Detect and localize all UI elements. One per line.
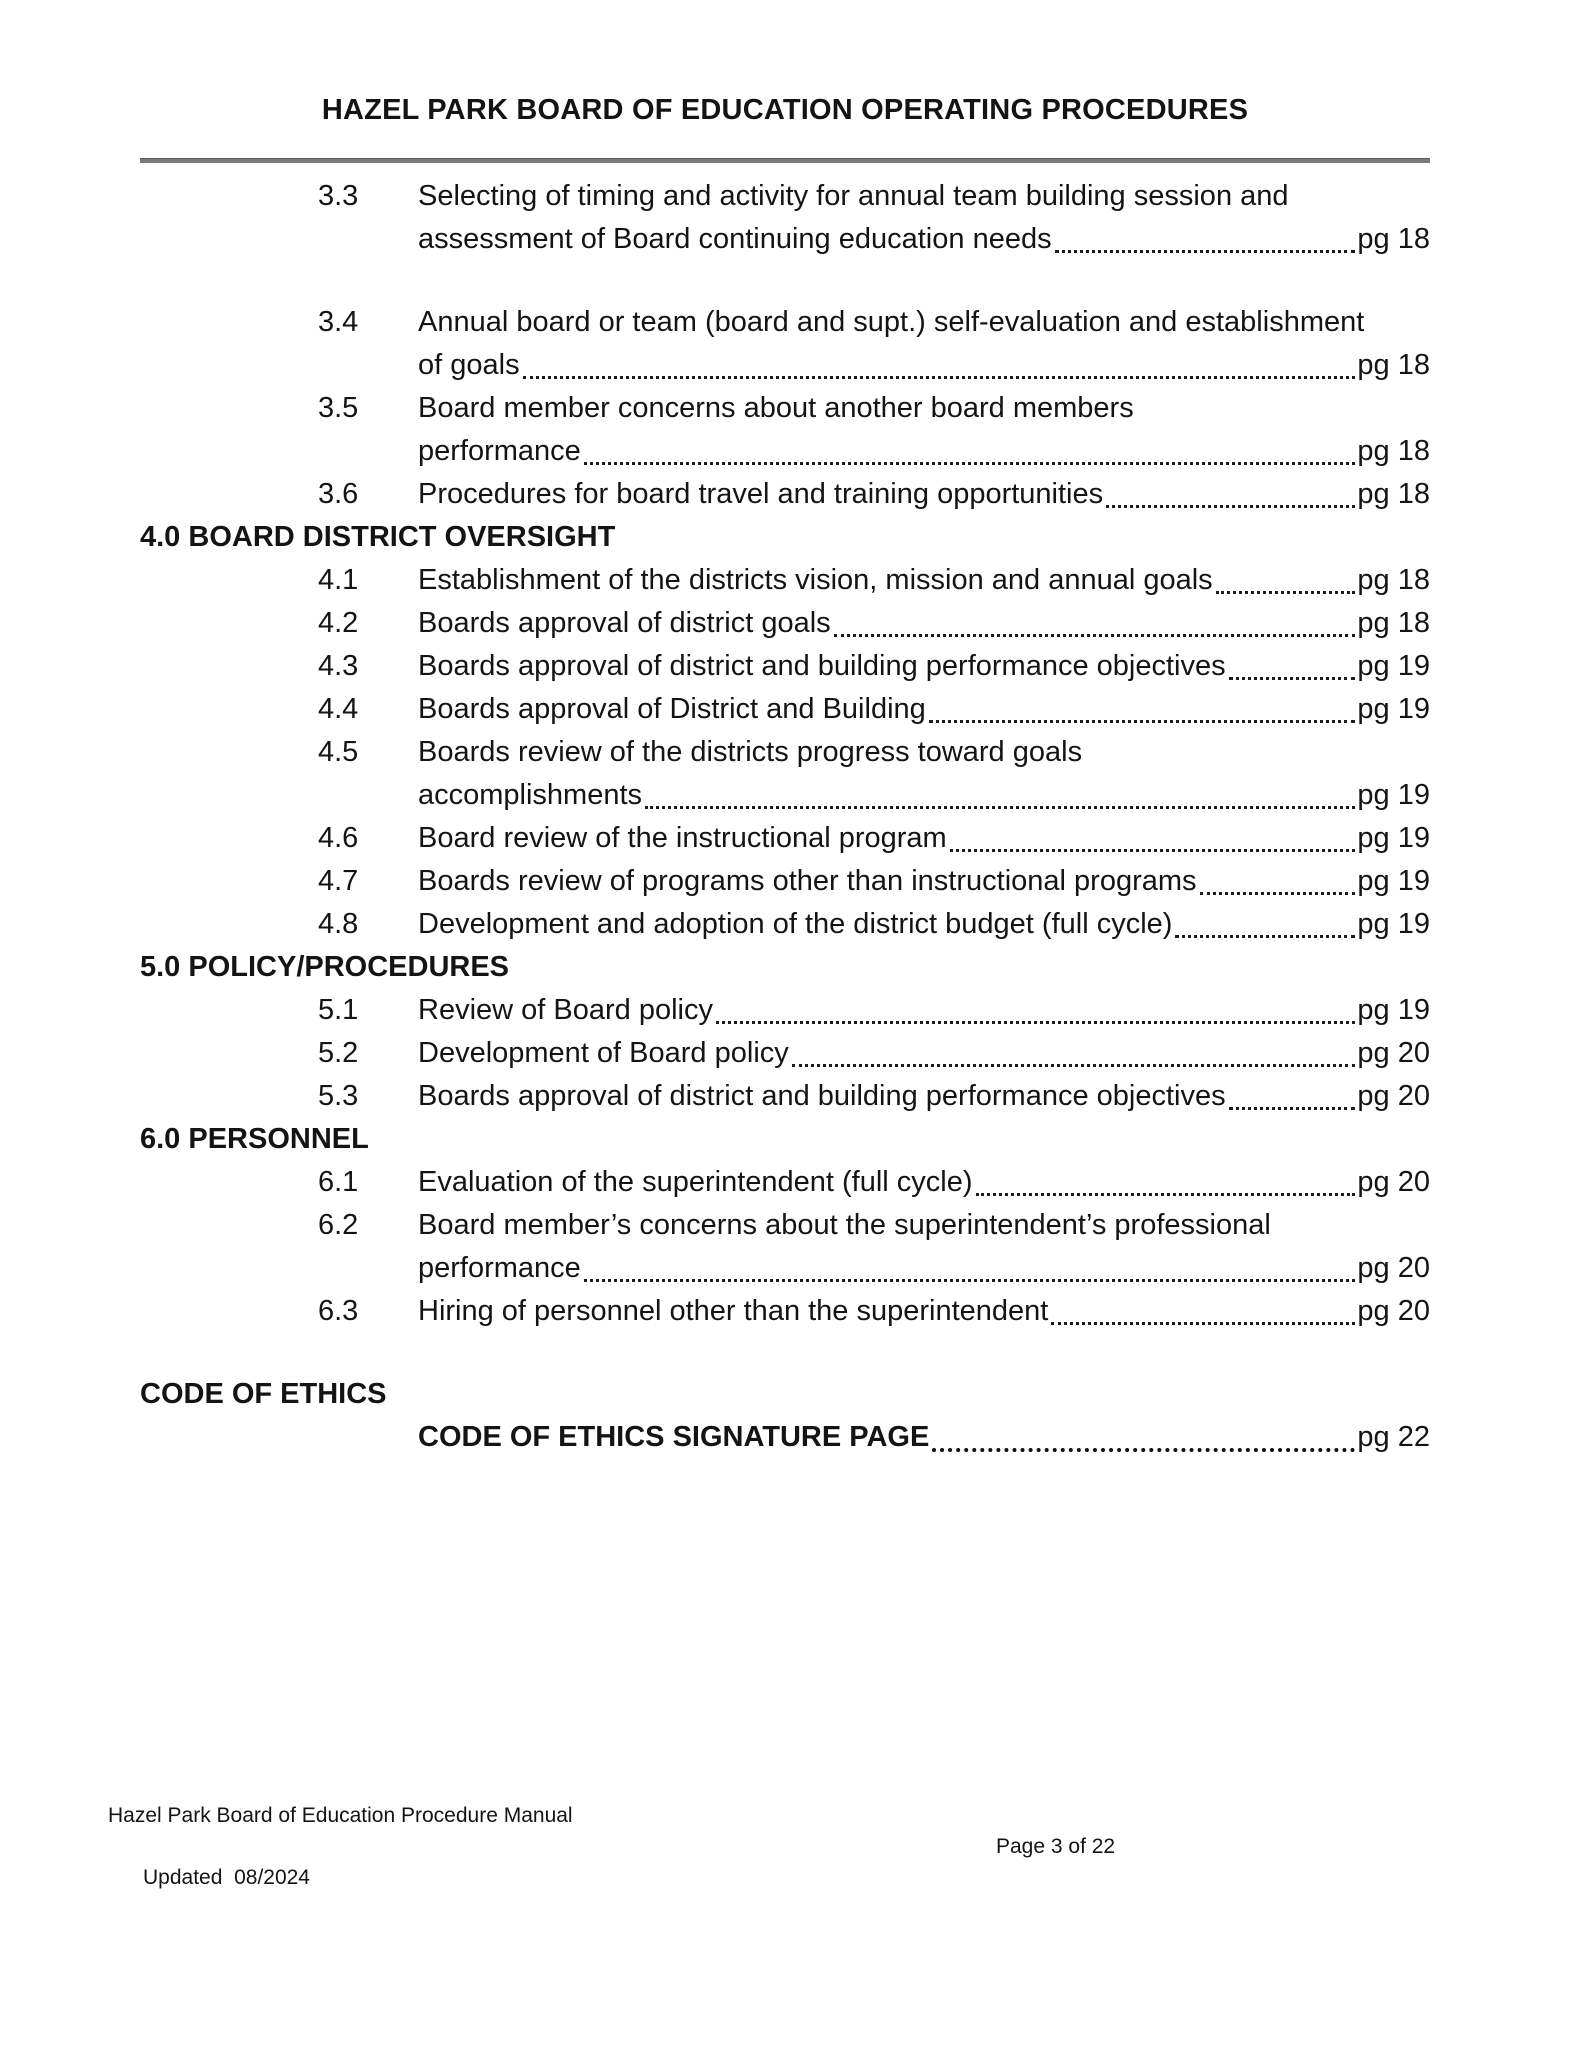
toc-item [318,1075,1430,1118]
toc-item-line [318,731,1430,774]
item-text: accomplishments [418,779,643,811]
item-number: 4.2 [318,607,359,639]
toc-item [318,1290,1430,1333]
toc-item-line [318,430,1430,473]
toc-item-line [318,1247,1430,1290]
item-text: CODE OF ETHICS SIGNATURE PAGE [418,1421,930,1453]
item-text: Development and adoption of the district budget (full cycle) [418,908,1173,940]
dot-leader [523,376,1356,379]
footer-page-number: Page 3 of 22 [996,1835,1116,1858]
dot-leader [1200,892,1356,895]
dot-leader [976,1193,1356,1196]
page-ref: pg 20 [1357,1252,1430,1284]
toc-item-line [318,1204,1430,1247]
dot-leader [1175,935,1355,938]
page-ref: pg 19 [1357,650,1430,682]
toc-item [318,175,1430,261]
toc-item-line [318,1075,1430,1118]
toc [140,175,1430,1459]
item-number: 3.6 [318,478,359,510]
item-text: performance [418,435,581,467]
section-heading: 4.0 BOARD DISTRICT OVERSIGHT [140,521,616,553]
item-text: Boards approval of district and building performance objectives [418,1080,1226,1112]
page-ref: pg 18 [1357,564,1430,596]
footer-manual-name: Hazel Park Board of Education Procedure Manual [108,1804,573,1827]
item-number: 4.5 [318,736,359,768]
toc-item [318,903,1430,946]
page-ref: pg 22 [1357,1421,1430,1453]
item-number: 3.4 [318,306,359,338]
section-heading: 5.0 POLICY/PROCEDURES [140,951,510,983]
toc-item [318,1204,1430,1290]
toc-item-line [318,387,1430,430]
item-number: 4.3 [318,650,359,682]
dot-leader [1106,505,1355,508]
item-text: Boards review of the districts progress toward goals [418,736,1083,768]
toc-item [318,602,1430,645]
toc-item [318,1161,1430,1204]
page-ref: pg 19 [1357,994,1430,1026]
page-ref: pg 18 [1357,478,1430,510]
dot-leader [1216,591,1356,594]
dot-leader [929,720,1356,723]
toc-item [318,645,1430,688]
toc-item-line [318,688,1430,731]
dot-leader [1051,1322,1355,1325]
item-number: 5.1 [318,994,359,1026]
item-text: Boards approval of District and Building [418,693,926,725]
page-ref: pg 18 [1357,435,1430,467]
item-text: Annual board or team (board and supt.) self-evaluation and establishment [418,306,1365,338]
item-number: 6.2 [318,1209,359,1241]
item-text: Boards approval of district goals [418,607,831,639]
dot-leader [932,1448,1355,1452]
item-number: 4.7 [318,865,359,897]
toc-item-line [318,1416,1430,1459]
dot-leader [834,634,1356,637]
page-ref: pg 18 [1357,223,1430,255]
vertical-gap [140,261,1430,301]
page-ref: pg 19 [1357,908,1430,940]
toc-item [318,1032,1430,1075]
dot-leader [1229,1107,1356,1110]
dot-leader [1229,677,1356,680]
toc-item-line [318,344,1430,387]
toc-item [318,559,1430,602]
item-number: 4.4 [318,693,359,725]
toc-item [318,688,1430,731]
item-number: 4.6 [318,822,359,854]
toc-item [318,817,1430,860]
item-text: assessment of Board continuing education needs [418,223,1052,255]
toc-item-line [318,1161,1430,1204]
toc-item-line [318,473,1430,516]
footer-line2 [108,1831,1430,1955]
toc-item-line [318,175,1430,218]
toc-item [318,387,1430,473]
page-ref: pg 19 [1357,693,1430,725]
page-ref: pg 20 [1357,1166,1430,1198]
page-ref: pg 19 [1357,865,1430,897]
toc-item [318,301,1430,387]
toc-item [318,989,1430,1032]
toc-item-line [318,602,1430,645]
header-rule [140,158,1430,163]
toc-item-line [318,645,1430,688]
page-title: HAZEL PARK BOARD OF EDUCATION OPERATING PROCEDURES [321,94,1249,126]
item-text: Board member’s concerns about the superintendent’s professional [418,1209,1271,1241]
page-ref: pg 18 [1357,349,1430,381]
page-ref: pg 18 [1357,607,1430,639]
item-number: 3.3 [318,180,359,212]
item-text: Selecting of timing and activity for annual team building session and [418,180,1289,212]
page-content [140,92,1430,1459]
toc-item-line [318,860,1430,903]
item-number: 5.2 [318,1037,359,1069]
section-heading: 6.0 PERSONNEL [140,1123,369,1155]
item-text: of goals [418,349,520,381]
toc-item-line [318,218,1430,261]
item-number: 5.3 [318,1080,359,1112]
page-ref: pg 20 [1357,1080,1430,1112]
section-heading: CODE OF ETHICS [140,1378,387,1410]
page-ref: pg 20 [1357,1295,1430,1327]
dot-leader [584,462,1356,465]
item-text: Review of Board policy [418,994,713,1026]
item-number: 6.1 [318,1166,359,1198]
toc-item-line [318,774,1430,817]
dot-leader [950,849,1356,852]
item-text: Board member concerns about another board members [418,392,1134,424]
footer [108,1800,1430,1955]
item-text: Boards review of programs other than instructional programs [418,865,1197,897]
dot-leader [716,1021,1355,1024]
dot-leader [584,1279,1356,1282]
item-text: Boards approval of district and building performance objectives [418,650,1226,682]
footer-updated: Updated 08/2024 [143,1866,310,1889]
toc-item-line [318,989,1430,1032]
item-text: Hiring of personnel other than the superintendent [418,1295,1049,1327]
dot-leader [645,806,1355,809]
item-text: Board review of the instructional program [418,822,947,854]
dot-leader [792,1064,1356,1067]
toc-item-line [318,559,1430,602]
toc-item-line [318,817,1430,860]
toc-item-line [318,1290,1430,1333]
item-text: Development of Board policy [418,1037,789,1069]
toc-item [318,731,1430,817]
item-number: 4.8 [318,908,359,940]
item-text: Procedures for board travel and training opportunities [418,478,1104,510]
dot-leader [1055,250,1356,253]
item-text: performance [418,1252,581,1284]
toc-item [318,860,1430,903]
item-number: 4.1 [318,564,359,596]
toc-item-line [318,903,1430,946]
toc-item [318,1416,1430,1459]
page-ref: pg 20 [1357,1037,1430,1069]
page-ref: pg 19 [1357,779,1430,811]
toc-item [318,473,1430,516]
vertical-gap [140,1333,1430,1373]
item-number: 6.3 [318,1295,359,1327]
toc-item-line [318,301,1430,344]
item-text: Evaluation of the superintendent (full cycle) [418,1166,973,1198]
page-ref: pg 19 [1357,822,1430,854]
toc-item-line [318,1032,1430,1075]
item-number: 3.5 [318,392,359,424]
item-text: Establishment of the districts vision, mission and annual goals [418,564,1213,596]
